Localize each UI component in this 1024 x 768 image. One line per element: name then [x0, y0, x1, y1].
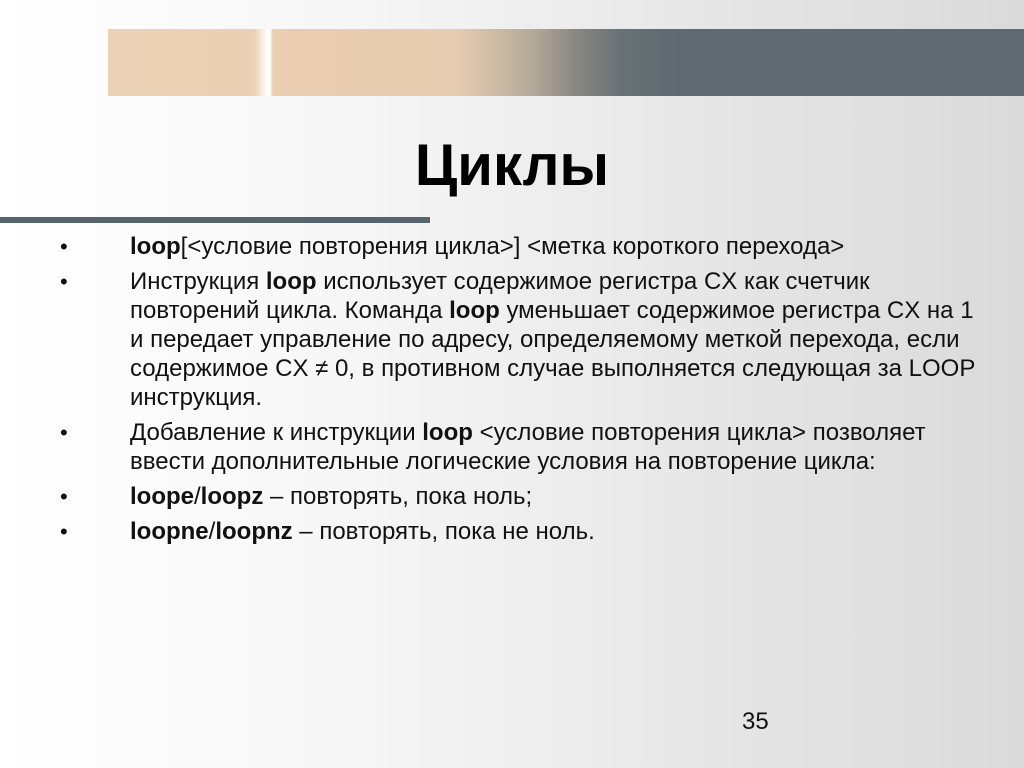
bullet-item — [60, 418, 980, 476]
bullet-marker: • — [60, 519, 68, 544]
text-segment: / — [194, 483, 201, 510]
text-segment: [<условие повторения цикла>] <метка короткого перехода> — [180, 233, 845, 260]
bullet-marker: • — [60, 484, 68, 509]
keyword: loop — [422, 419, 473, 446]
text-segment: – повторять, пока не ноль. — [292, 518, 595, 545]
bullet-text — [130, 418, 980, 476]
text-segment: – повторять, пока ноль; — [263, 483, 533, 510]
bullet-text — [130, 482, 980, 511]
bullet-marker: • — [60, 234, 68, 259]
bullet-text — [130, 232, 980, 261]
bullet-list — [60, 232, 980, 552]
text-segment: <условие повторения цикла> позволяет ввести дополнительные логические условия на повторение цикла: — [130, 419, 926, 475]
text-segment: уменьшает содержимое регистра CX на 1 и передает управление по адресу, определяемому меткой перехода, если содержимое CX ≠ 0, в противном случае выполняется следующая за LOOP инструкция. — [130, 297, 975, 411]
text-segment: / — [208, 518, 216, 545]
header-decoration-band — [108, 29, 1024, 96]
bullet-text — [130, 517, 980, 546]
keyword: loop — [449, 297, 500, 324]
slide-title: Циклы — [414, 133, 610, 198]
bullet-marker: • — [60, 269, 68, 294]
text-segment: использует содержимое регистра CX как счетчик повторений цикла. Команда — [130, 268, 870, 324]
keyword: loopnz — [215, 518, 293, 545]
bullet-text — [130, 267, 980, 412]
keyword: loopz — [200, 483, 264, 510]
text-segment: Инструкция — [130, 268, 266, 295]
bullet-item — [60, 267, 980, 412]
keyword: loope — [130, 483, 194, 510]
bullet-marker: • — [60, 420, 68, 445]
keyword: loopne — [130, 518, 209, 545]
page-number: 35 — [742, 708, 769, 735]
keyword: loop — [265, 268, 317, 295]
bullet-item — [60, 517, 980, 546]
bullet-item — [60, 232, 980, 261]
bullet-item — [60, 482, 980, 511]
text-segment: Добавление к инструкции — [130, 419, 423, 446]
title-underline — [0, 217, 430, 223]
keyword: loop — [130, 233, 181, 260]
